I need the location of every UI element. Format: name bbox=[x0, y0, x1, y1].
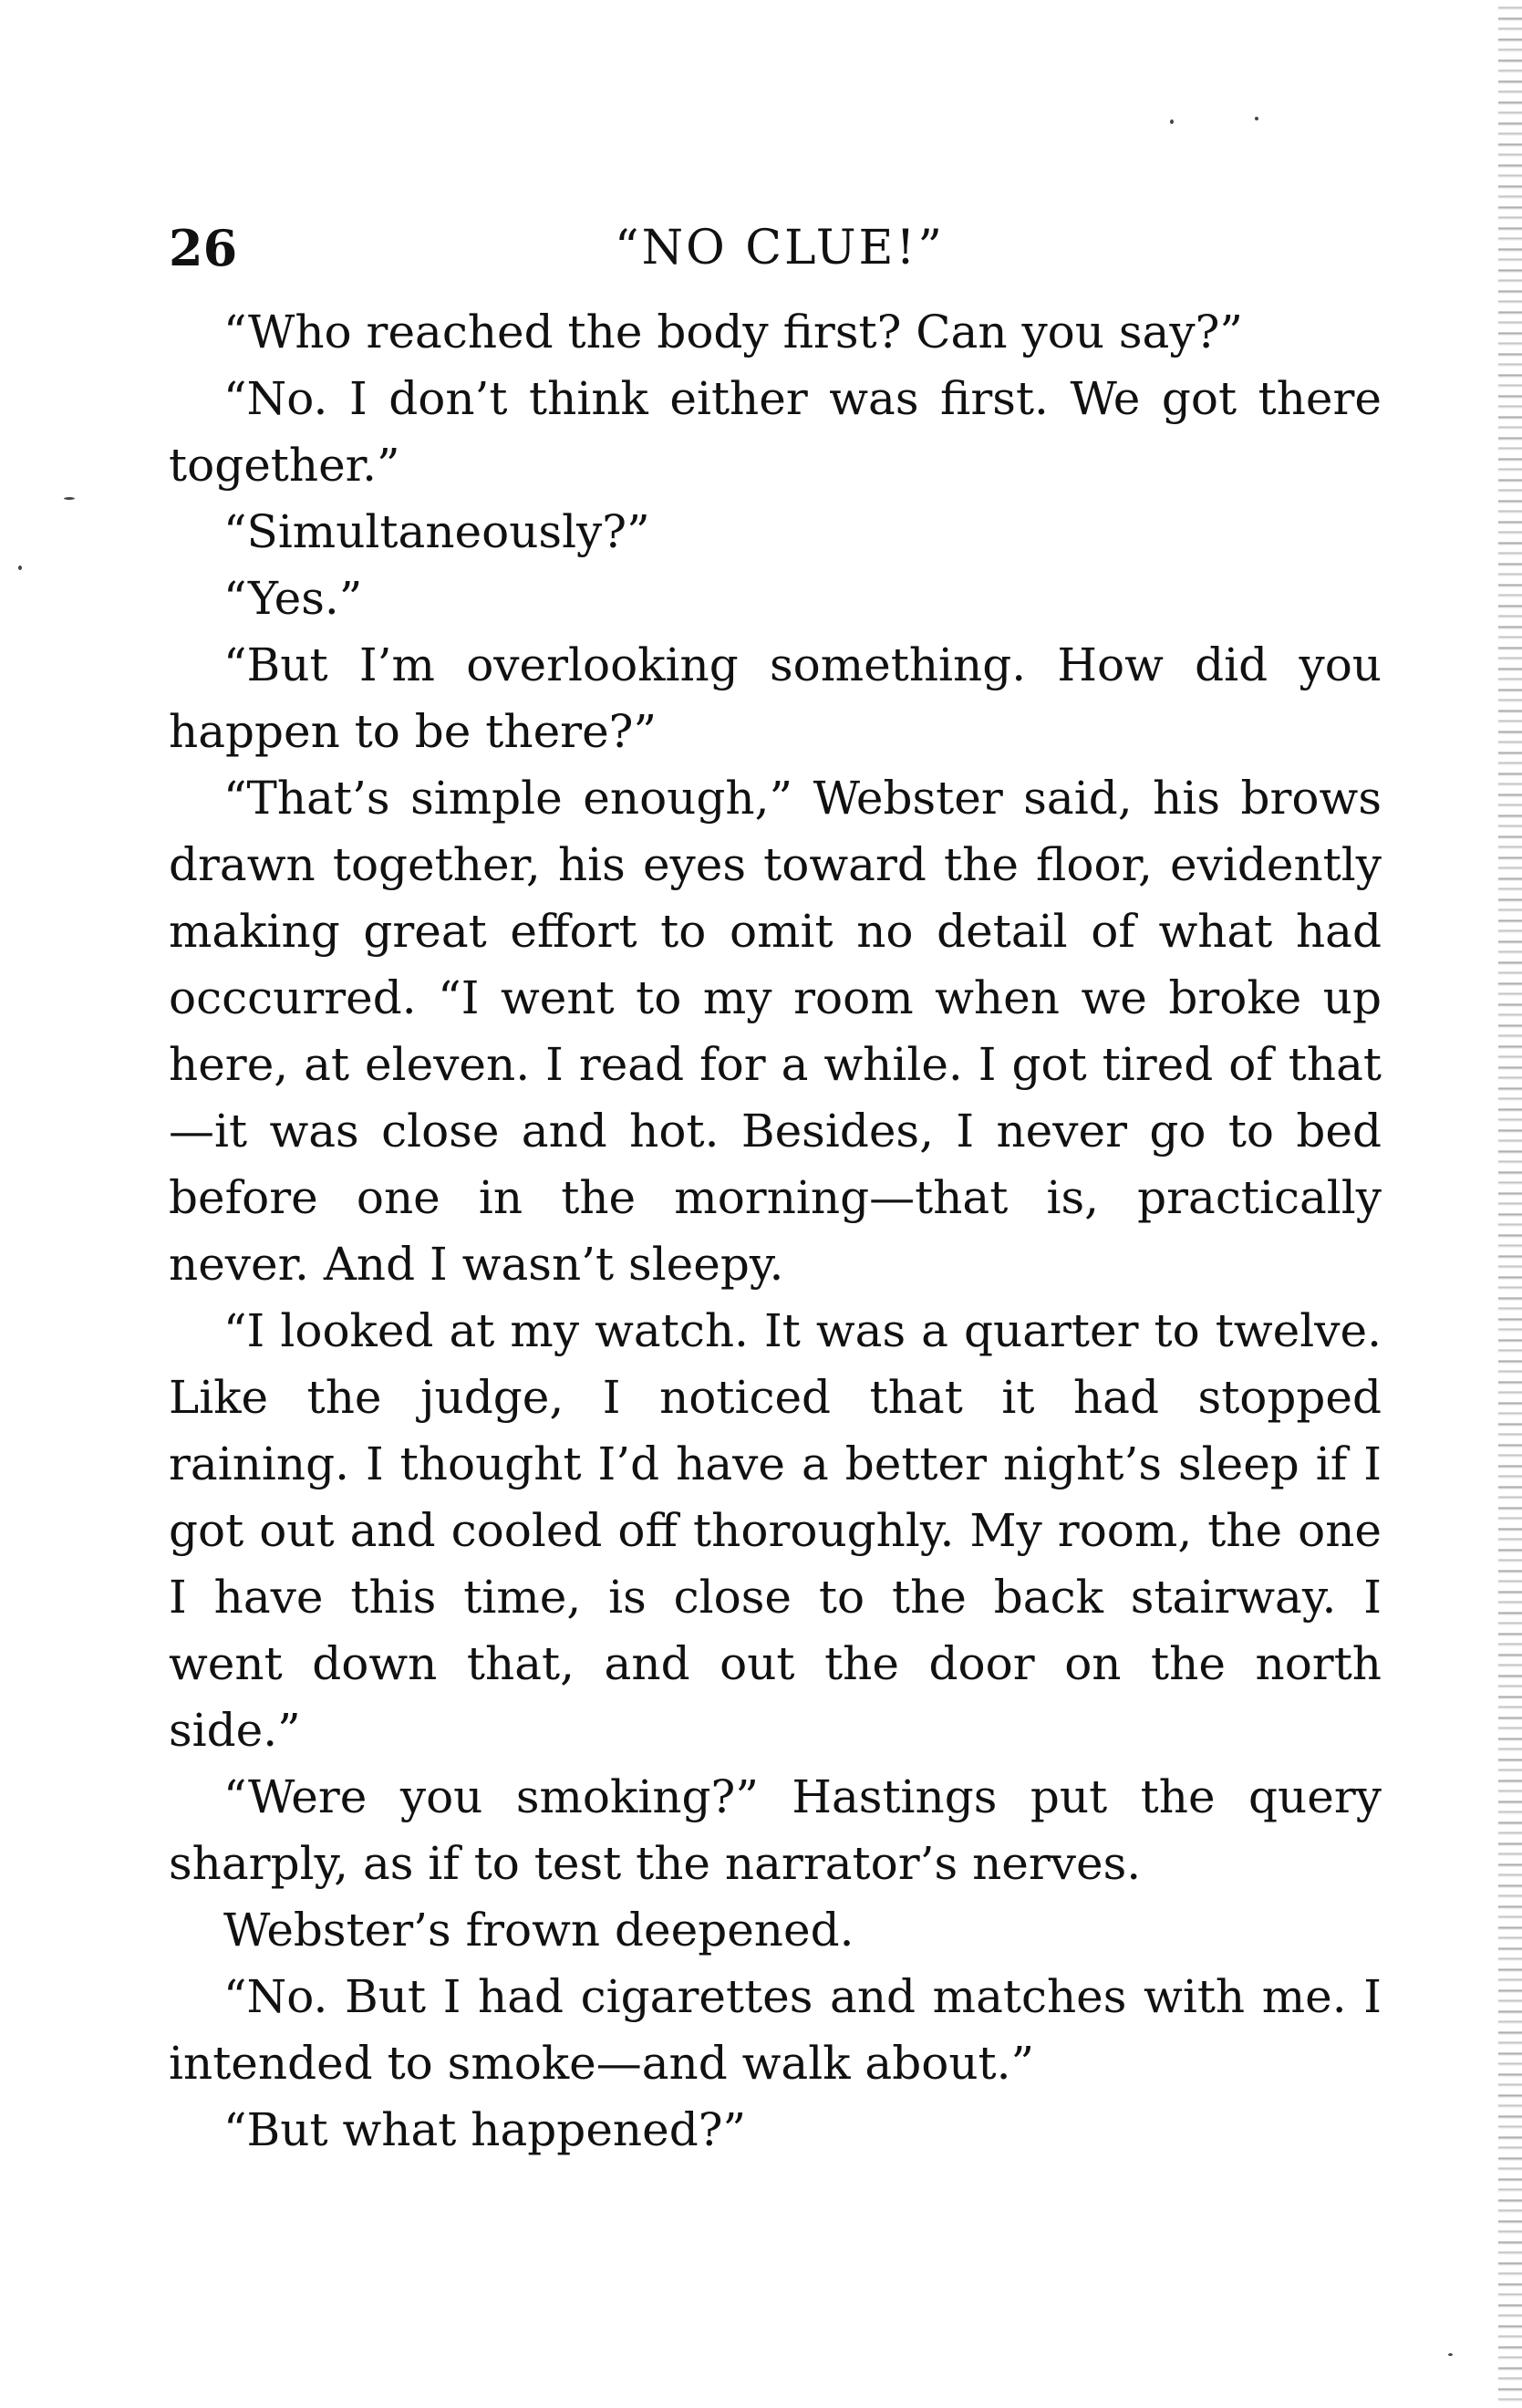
paragraph: “No. I don’t think either was first. We got there together.” bbox=[169, 372, 1382, 492]
running-head bbox=[169, 212, 1391, 285]
print-speck bbox=[1170, 119, 1174, 124]
paragraph: “That’s simple enough,” Webster said, his brows drawn together, his eyes toward the floor, evidently making great effort to omit no detail of what had occcurred. “I went to my room when we broke up here, at eleven. I read for a while. I got tired of that—it was close and hot. Besides, I never go to bed before one in the morning—that is, practically never. And I wasn’t sleepy. bbox=[169, 772, 1382, 1291]
paragraph: “Simultaneously?” bbox=[223, 505, 650, 558]
paragraph: “No. But I had cigarettes and matches with me. I intended to smoke—and walk about.” bbox=[169, 1970, 1382, 2090]
print-speck bbox=[18, 566, 22, 570]
paragraph: “Were you smoking?” Hastings put the query sharply, as if to test the narrator’s nerves. bbox=[169, 1770, 1382, 1890]
paragraph: “I looked at my watch. It was a quarter to twelve. Like the judge, I noticed that it had stopped raining. I thought I’d have a better night’s sleep if I got out and cooled off thoroughly. My room, the one I have this time, is close to the back stairway. I went down that, and out the door on the north side.” bbox=[169, 1304, 1382, 1757]
paragraph: “Who reached the body first? Can you say?” bbox=[223, 306, 1243, 358]
print-speck bbox=[1448, 2353, 1453, 2356]
print-speck bbox=[1255, 117, 1258, 120]
body-text bbox=[169, 299, 1382, 2164]
running-title: “NO CLUE!” bbox=[615, 221, 945, 275]
print-speck bbox=[64, 497, 75, 500]
paragraph: Webster’s frown deepened. bbox=[223, 1904, 854, 1956]
paragraph: “Yes.” bbox=[223, 572, 363, 625]
page-number: 26 bbox=[169, 219, 238, 277]
paragraph: “But what happened?” bbox=[223, 2103, 747, 2156]
paragraph: “But I’m overlooking something. How did you happen to be there?” bbox=[169, 638, 1382, 758]
page-edge-shadow bbox=[1498, 0, 1522, 2408]
